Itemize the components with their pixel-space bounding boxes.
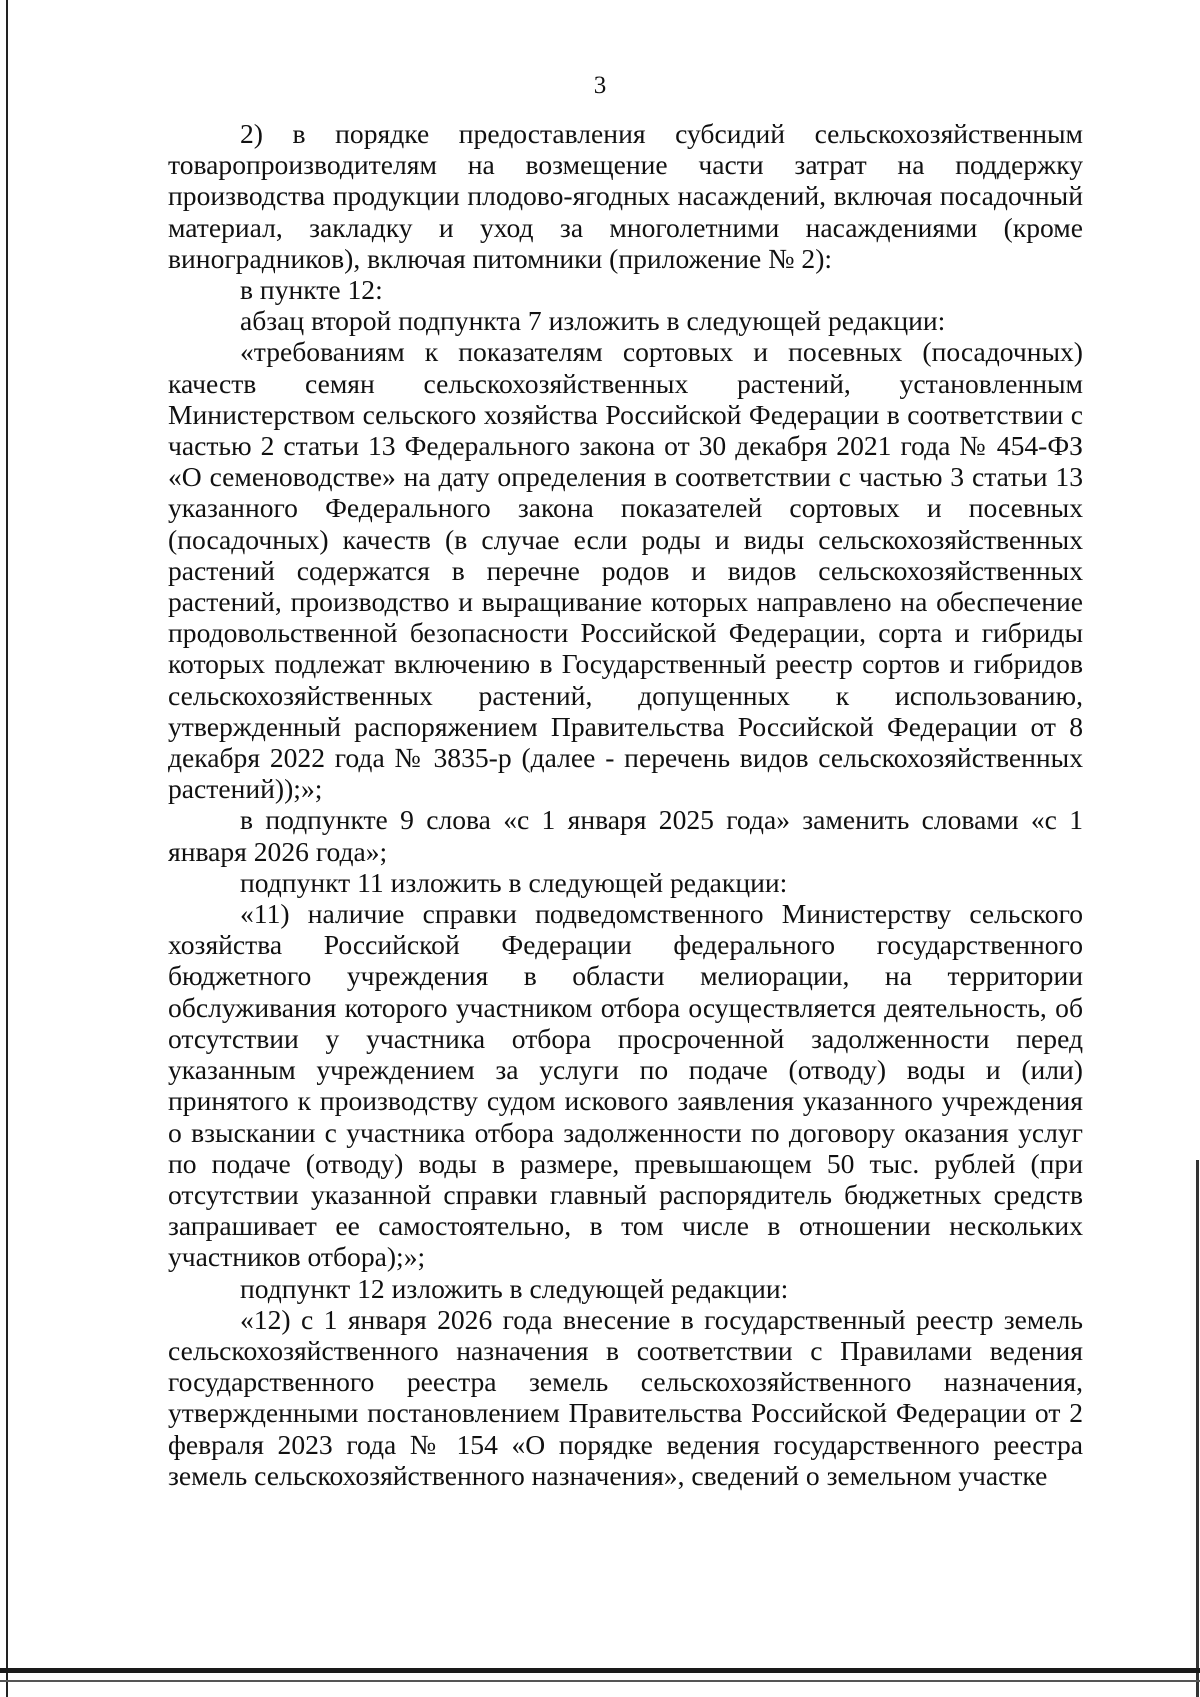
paragraph-subpoint-11-intro: подпункт 11 изложить в следующей редакции:: [240, 866, 788, 898]
paragraph-subpoint-7-text: «требованиям к показателям сортовых и посевных (посадочных) качеств семян сельскохозяйственных растений, установленным Министерством сельского хозяйства Российской Федерации в соответствии с частью 2 статьи 13 Федерального закона от 30 декабря 2021 года № 454-ФЗ «О семеноводстве» на дату определения в соответствии с частью 3 статьи 13 указанного Федерального закона показателей сортовых и посевных (посадочных) качеств (в случае если роды и виды сельскохозяйственных растений содержатся в перечне родов и видов сельскохозяйственных растений, производство и выращивание которых направлено на обеспечение продовольственной безопасности Российской Федерации, сорта и гибриды которых подлежат включению в Государственный реестр сортов и гибридов сельскохозяйственных растений, допущенных к использованию, утвержденный распоряжением Правительства Российской Федерации от 8 декабря 2022 года № 3835-р (далее - перечень видов сельскохозяйственных растений));»;: [168, 336, 1083, 805]
scan-edge-left: [6, 0, 8, 1697]
paragraph-subpoint-11-text: «11) наличие справки подведомственного Министерству сельского хозяйства Российской Федерации федерального государственного бюджетного учреждения в области мелиорации, на территории обслуживания которого участником отбора осуществляется деятельность, об отсутствии у участника отбора просроченной задолженности перед указанным учреждением за услуги по подаче (отводу) воды и (или) принятого к производству судом искового заявления указанного учреждения о взыскании с участника отбора задолженности по договору оказания услуг по подаче (отводу) воды в размере, превышающем 50 тыс. рублей (при отсутствии указанной справки главный распорядитель бюджетных средств запрашивает ее самостоятельно, в том числе в отношении нескольких участников отбора);»;: [168, 898, 1083, 1273]
paragraph-subpoint-12-text: «12) с 1 января 2026 года внесение в государственный реестр земель сельскохозяйственного назначения в соответствии с Правилами ведения государственного реестра земель сельскохозяйственного назначения, утвержденными постановлением Правительства Российской Федерации от 2 февраля 2023 года № 154 «О порядке ведения государственного реестра земель сельскохозяйственного назначения», сведений о земельном участке: [168, 1303, 1083, 1491]
paragraph-subpoint-7-intro: абзац второй подпункта 7 изложить в следующей редакции:: [240, 305, 946, 337]
scan-edge-bottom-thin: [0, 1680, 1200, 1682]
page-number: 3: [593, 72, 607, 99]
paragraph-subpoint-9: в подпункте 9 слова «с 1 января 2025 года» заменить словами «с 1 января 2026 года»;: [168, 804, 1083, 867]
paragraph-subpoint-12-intro: подпункт 12 изложить в следующей редакции:: [240, 1272, 789, 1304]
scan-edge-bottom: [0, 1668, 1200, 1673]
paragraph-item-2: 2) в порядке предоставления субсидий сельскохозяйственным товаропроизводителям на возмещение части затрат на поддержку производства продукции плодово-ягодных насаждений, включая посадочный материал, закладку и уход за многолетними насаждениями (кроме виноградников), включая питомники (приложение № 2):: [168, 118, 1083, 274]
scan-edge-right: [1196, 1160, 1199, 1697]
paragraph-point-12: в пункте 12:: [240, 274, 383, 306]
document-body: [168, 118, 1083, 1491]
